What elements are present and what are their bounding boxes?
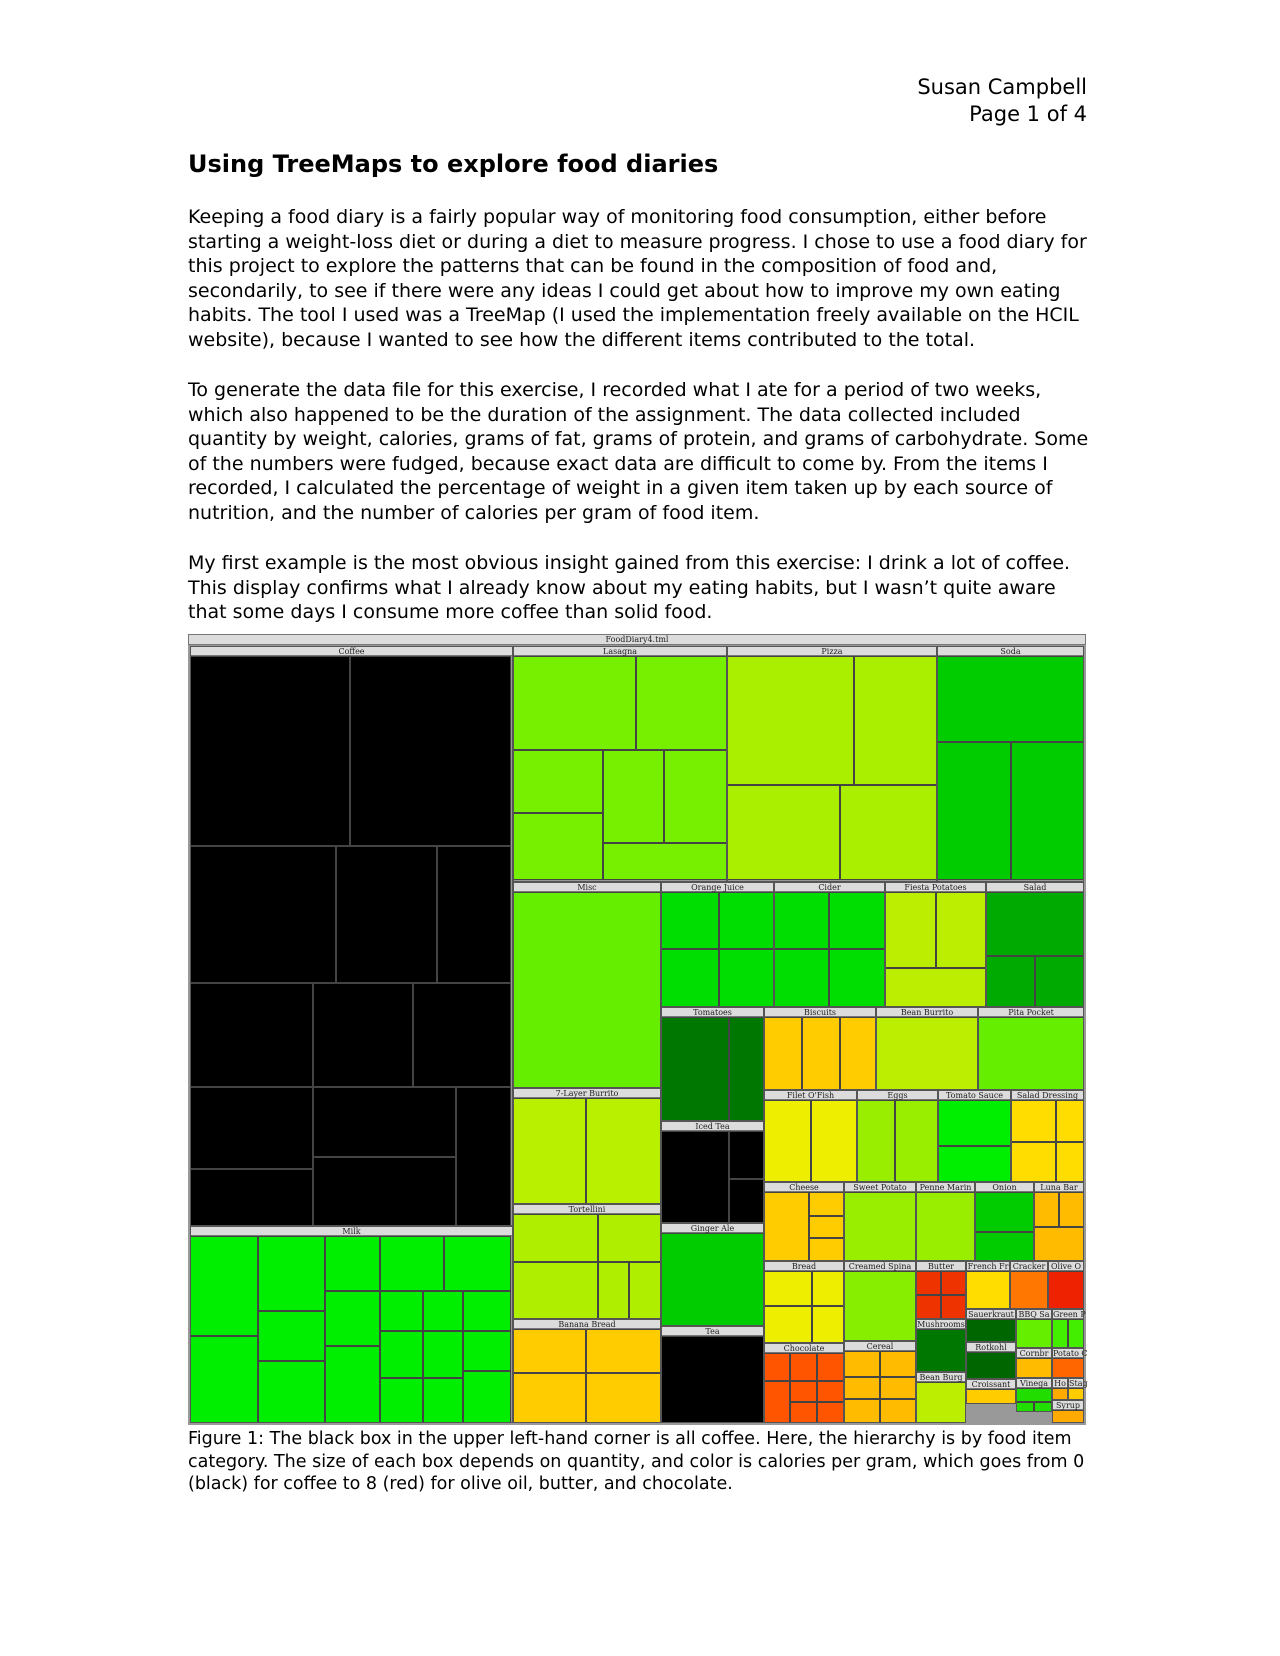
treemap-group-label: Pita Pocket	[978, 1007, 1084, 1017]
treemap-group-eggs[interactable]	[857, 1090, 938, 1182]
treemap-group-label: Lasagna	[513, 646, 727, 656]
treemap-leaf[interactable]	[1052, 1358, 1084, 1378]
treemap-leaf[interactable]	[936, 892, 986, 968]
treemap-group-chocolate[interactable]	[764, 1343, 844, 1423]
treemap-group-label: Tea	[661, 1326, 764, 1336]
treemap-group-label: Stag	[1069, 1379, 1088, 1388]
treemap-leaf[interactable]	[817, 1402, 844, 1423]
treemap-leaf[interactable]	[844, 1351, 880, 1377]
treemap-root-label: FoodDiary4.tml	[188, 634, 1086, 645]
treemap-leaf[interactable]	[629, 1262, 661, 1319]
treemap-group-label: Syrup	[1052, 1400, 1084, 1410]
treemap-leaf[interactable]	[1034, 1192, 1059, 1227]
treemap-leaf[interactable]	[598, 1262, 629, 1319]
author-name: Susan Campbell	[917, 75, 1087, 99]
treemap-leaf[interactable]	[857, 1100, 895, 1182]
treemap-leaf[interactable]	[1011, 1142, 1056, 1182]
treemap-leaf[interactable]	[764, 1017, 802, 1090]
treemap-group-label: Iced Tea	[661, 1121, 764, 1131]
treemap-leaf[interactable]	[916, 1329, 966, 1372]
treemap-group-label: Onion	[975, 1182, 1034, 1192]
treemap-leaf[interactable]	[444, 1236, 511, 1291]
treemap-leaf[interactable]	[258, 1361, 325, 1423]
treemap-group-label: BBQ Sa	[1016, 1309, 1052, 1319]
treemap-leaf[interactable]	[1016, 1402, 1034, 1412]
treemap-leaf[interactable]	[1056, 1142, 1084, 1182]
treemap-leaf[interactable]	[463, 1371, 511, 1423]
treemap-leaf[interactable]	[975, 1232, 1034, 1261]
treemap-group-vinega[interactable]	[1016, 1378, 1052, 1412]
treemap-leaf[interactable]	[844, 1399, 880, 1423]
treemap-leaf[interactable]	[809, 1192, 844, 1216]
treemap-group-label: Green P	[1053, 1310, 1086, 1319]
treemap-leaf[interactable]	[258, 1236, 325, 1311]
treemap-group-label: Ho	[1052, 1378, 1068, 1388]
treemap-leaf[interactable]	[880, 1399, 916, 1423]
treemap-group-label: Coffee	[190, 646, 513, 656]
treemap-group-tea[interactable]	[661, 1326, 764, 1423]
treemap-leaf[interactable]	[817, 1381, 844, 1402]
treemap-leaf[interactable]	[603, 750, 664, 843]
treemap-leaf[interactable]	[380, 1236, 444, 1291]
treemap-leaf[interactable]	[764, 1353, 790, 1381]
treemap-group-label: Filet O'Fish	[764, 1090, 857, 1100]
treemap-leaf[interactable]	[463, 1291, 511, 1331]
treemap-leaf[interactable]	[811, 1100, 857, 1182]
treemap-group-label: Salad	[986, 882, 1084, 892]
treemap-leaf[interactable]	[809, 1216, 844, 1238]
treemap-group-label: Eggs	[857, 1090, 938, 1100]
treemap-leaf[interactable]	[636, 656, 727, 750]
treemap-figure	[188, 634, 1086, 1425]
treemap-leaf[interactable]	[380, 1378, 423, 1423]
treemap-group-label: Salad Dressing	[1011, 1090, 1084, 1100]
treemap-leaf[interactable]	[1011, 742, 1084, 880]
treemap-leaf[interactable]	[764, 1271, 812, 1306]
treemap-group-bbq-sa[interactable]	[1016, 1309, 1052, 1348]
treemap-leaf[interactable]	[350, 656, 511, 846]
treemap-leaf[interactable]	[966, 1352, 1016, 1379]
treemap-leaf[interactable]	[764, 1306, 812, 1343]
treemap-leaf[interactable]	[325, 1236, 380, 1291]
treemap-leaf[interactable]	[764, 1100, 811, 1182]
treemap-group-label: Fiesta Potatoes	[885, 882, 986, 892]
intro-paragraph: Keeping a food diary is a fairly popular way of monitoring food consumption, either before starting a weight-loss diet or during a diet to measure progress. I chose to use a food diary for this project to explore the patterns that can be found in the composition of food and, secondarily, to see if there were any ideas I could get about how to improve my own eating habits. The tool I used was a TreeMap (I used the implementation freely available on the HCIL website), because I wanted to see how the different items contributed to the total.	[188, 206, 1087, 351]
treemap-group-label: Bean Burrito	[876, 1007, 978, 1017]
treemap-group-label: Mushrooms	[917, 1320, 965, 1329]
treemap-leaf[interactable]	[880, 1351, 916, 1377]
treemap-leaf[interactable]	[513, 750, 603, 813]
treemap-group-label: Penne Marin	[916, 1182, 975, 1192]
treemap-group-butter[interactable]	[916, 1261, 966, 1319]
treemap-leaf[interactable]	[1035, 956, 1084, 1007]
treemap-group-label: Orange Juice	[661, 882, 774, 892]
treemap-leaf[interactable]	[727, 656, 854, 785]
treemap-leaf[interactable]	[802, 1017, 840, 1090]
treemap-leaf[interactable]	[313, 1087, 456, 1157]
treemap-leaf[interactable]	[885, 968, 986, 1007]
treemap-leaf[interactable]	[661, 949, 719, 1007]
treemap-leaf[interactable]	[1048, 1271, 1084, 1309]
treemap-leaf[interactable]	[1052, 1410, 1084, 1423]
page-number: Page 1 of 4	[969, 102, 1087, 126]
treemap-leaf[interactable]	[513, 656, 636, 750]
treemap-leaf[interactable]	[325, 1346, 380, 1423]
treemap-leaf[interactable]	[844, 1377, 880, 1399]
treemap-leaf[interactable]	[1011, 1100, 1056, 1142]
treemap-leaf[interactable]	[774, 892, 829, 949]
treemap-leaf[interactable]	[313, 983, 413, 1087]
treemap-group-cider[interactable]	[774, 882, 885, 1007]
treemap-leaf[interactable]	[190, 1336, 258, 1423]
treemap-leaf[interactable]	[1034, 1227, 1084, 1261]
treemap-leaf[interactable]	[809, 1238, 844, 1261]
treemap-group-lasagna[interactable]	[513, 646, 727, 882]
treemap-group-label: Cheese	[764, 1182, 844, 1192]
treemap-group-label: French Fr	[967, 1262, 1009, 1271]
treemap-group-tomatoes[interactable]	[661, 1007, 764, 1121]
treemap-group-label: Tomato Sauce	[938, 1090, 1011, 1100]
treemap-group-label: Rotkohl	[966, 1342, 1016, 1352]
treemap-leaf[interactable]	[586, 1098, 661, 1204]
treemap-group-green-p[interactable]	[1052, 1309, 1084, 1348]
treemap-leaf[interactable]	[880, 1377, 916, 1399]
treemap-group-penne-marin[interactable]	[916, 1182, 975, 1261]
treemap-group-label: Sauerkraut	[966, 1309, 1016, 1319]
treemap-leaf[interactable]	[764, 1381, 790, 1423]
treemap-group-mushrooms[interactable]	[916, 1319, 966, 1372]
treemap-leaf[interactable]	[829, 949, 885, 1007]
treemap-leaf[interactable]	[764, 1192, 809, 1261]
treemap-group-cracker[interactable]	[1010, 1261, 1048, 1309]
treemap-group-label: Sweet Potato	[844, 1182, 916, 1192]
treemap-leaf[interactable]	[661, 1233, 764, 1326]
treemap-group-label: 7-Layer Burrito	[513, 1088, 661, 1098]
treemap-leaf[interactable]	[1059, 1192, 1084, 1227]
treemap-group-potato-c[interactable]	[1052, 1348, 1088, 1378]
treemap-leaf[interactable]	[1052, 1319, 1068, 1348]
treemap-leaf[interactable]	[941, 1271, 966, 1295]
method-paragraph: To generate the data file for this exercise, I recorded what I ate for a period of two weeks, which also happened to be the duration of the assignment. The data collected included quantity by weight, calories, grams of fat, grams of protein, and grams of carbohydrate. Some of the numbers were fudged, because exact data are difficult to come by. From the items I recorded, I calculated the percentage of weight in a given item taken up by each source of nutrition, and the number of calories per gram of food item.	[188, 379, 1089, 524]
treemap-group-label: Potato C	[1053, 1349, 1088, 1358]
treemap-leaf[interactable]	[774, 949, 829, 1007]
treemap-group-ho[interactable]	[1052, 1378, 1068, 1400]
treemap-leaf[interactable]	[190, 656, 350, 846]
treemap-group-pizza[interactable]	[727, 646, 937, 882]
treemap-group-label: Cider	[774, 882, 885, 892]
treemap-leaf[interactable]	[190, 846, 336, 983]
treemap-leaf[interactable]	[456, 1087, 511, 1232]
treemap-leaf[interactable]	[790, 1381, 817, 1402]
treemap-leaf[interactable]	[885, 892, 936, 968]
treemap-group-7-layer-burrito[interactable]	[513, 1088, 661, 1204]
treemap-group-sauerkraut[interactable]	[966, 1309, 1016, 1342]
treemap-leaf[interactable]	[975, 1192, 1034, 1232]
treemap-group-label: Creamed Spina	[844, 1261, 916, 1271]
treemap-leaf[interactable]	[916, 1295, 941, 1319]
treemap-leaf[interactable]	[727, 785, 840, 880]
treemap-leaf[interactable]	[513, 1373, 586, 1423]
treemap-group-label: Bean Burg	[916, 1372, 966, 1382]
treemap-group-cheese[interactable]	[764, 1182, 844, 1261]
treemap-group-banana-bread[interactable]	[513, 1319, 661, 1423]
treemap-leaf[interactable]	[817, 1353, 844, 1381]
treemap-leaf[interactable]	[661, 1017, 729, 1121]
treemap-group-luna-bar[interactable]	[1034, 1182, 1084, 1261]
treemap-group-label: Milk	[190, 1226, 513, 1236]
treemap-leaf[interactable]	[603, 843, 727, 880]
treemap-leaf[interactable]	[513, 1329, 586, 1373]
treemap-leaf[interactable]	[1034, 1402, 1052, 1412]
treemap-leaf[interactable]	[513, 1098, 586, 1204]
treemap-leaf[interactable]	[313, 1157, 456, 1232]
treemap-leaf[interactable]	[938, 1100, 1011, 1146]
treemap-group-filet-o-fish[interactable]	[764, 1090, 857, 1182]
treemap-group-label: Ginger Ale	[661, 1223, 764, 1233]
treemap-leaf[interactable]	[844, 1192, 916, 1261]
treemap-group-label: Vinega	[1016, 1378, 1052, 1388]
treemap-leaf[interactable]	[986, 956, 1035, 1007]
treemap-group-milk[interactable]	[190, 1226, 513, 1423]
treemap-leaf[interactable]	[729, 1179, 764, 1223]
treemap-leaf[interactable]	[966, 1389, 1016, 1404]
treemap-leaf[interactable]	[876, 1017, 978, 1090]
treemap-leaf[interactable]	[978, 1017, 1084, 1090]
treemap-leaf[interactable]	[190, 1087, 313, 1169]
treemap-leaf[interactable]	[598, 1214, 661, 1262]
treemap-group-cornbr[interactable]	[1016, 1348, 1052, 1378]
treemap-leaf[interactable]	[1016, 1388, 1052, 1402]
treemap-leaf[interactable]	[1016, 1358, 1052, 1378]
treemap-leaf[interactable]	[719, 949, 774, 1007]
page-header	[917, 74, 1087, 128]
treemap-group-pita-pocket[interactable]	[978, 1007, 1084, 1090]
treemap-leaf[interactable]	[380, 1291, 423, 1331]
treemap-group-rotkohl[interactable]	[966, 1342, 1016, 1379]
treemap-leaf[interactable]	[916, 1192, 975, 1261]
treemap-leaf[interactable]	[513, 1262, 598, 1319]
treemap-group-olive-o[interactable]	[1048, 1261, 1084, 1309]
treemap-leaf[interactable]	[661, 1131, 729, 1223]
treemap-leaf[interactable]	[513, 1214, 598, 1262]
treemap-leaf[interactable]	[916, 1382, 966, 1423]
treemap-leaf[interactable]	[661, 892, 719, 949]
treemap-leaf[interactable]	[423, 1378, 463, 1423]
treemap-group-salad[interactable]	[986, 882, 1084, 1007]
treemap-leaf[interactable]	[1068, 1319, 1084, 1348]
treemap-group-label: Cornbr	[1016, 1348, 1052, 1358]
treemap-group-label: Luna Bar	[1034, 1182, 1084, 1192]
treemap-leaf[interactable]	[840, 785, 937, 880]
treemap-leaf[interactable]	[1056, 1100, 1084, 1142]
treemap-group-label: Croissant	[966, 1379, 1016, 1389]
treemap-leaf[interactable]	[829, 892, 885, 949]
treemap-leaf[interactable]	[325, 1291, 380, 1346]
treemap-group-bread[interactable]	[764, 1261, 844, 1343]
treemap-leaf[interactable]	[1052, 1388, 1068, 1400]
treemap-group-label: Tomatoes	[661, 1007, 764, 1017]
treemap-leaf[interactable]	[513, 892, 661, 1088]
treemap-leaf[interactable]	[854, 656, 937, 785]
treemap-leaf[interactable]	[840, 1017, 876, 1090]
treemap-group-biscuits[interactable]	[764, 1007, 876, 1090]
treemap-leaf[interactable]	[986, 892, 1084, 956]
treemap-group-bean-burg[interactable]	[916, 1372, 966, 1423]
treemap-leaf[interactable]	[463, 1331, 511, 1371]
treemap-leaf[interactable]	[938, 1146, 1011, 1182]
treemap-leaf[interactable]	[937, 656, 1084, 742]
treemap-group-label: Bread	[764, 1261, 844, 1271]
treemap-leaf[interactable]	[916, 1271, 941, 1295]
treemap-group-french-fr[interactable]	[966, 1261, 1010, 1309]
treemap-leaf[interactable]	[661, 1336, 764, 1423]
treemap-group-sweet-potato[interactable]	[844, 1182, 916, 1261]
treemap-group-label: Cereal	[844, 1341, 916, 1351]
treemap-leaf[interactable]	[380, 1331, 423, 1378]
treemap-group-stag[interactable]	[1068, 1378, 1088, 1400]
treemap-leaf[interactable]	[812, 1271, 844, 1306]
treemap-leaf[interactable]	[336, 846, 437, 983]
treemap-group-label: Cracker	[1010, 1261, 1048, 1271]
treemap-leaf[interactable]	[966, 1319, 1016, 1342]
treemap-leaf[interactable]	[413, 983, 511, 1087]
treemap-group-label: Tortellini	[513, 1204, 661, 1214]
treemap-leaf[interactable]	[966, 1271, 1010, 1309]
treemap-group-label: Banana Bread	[513, 1319, 661, 1329]
treemap-leaf[interactable]	[790, 1402, 817, 1423]
treemap-leaf[interactable]	[1068, 1388, 1084, 1400]
treemap-group-ginger-ale[interactable]	[661, 1223, 764, 1326]
treemap-group-label: Chocolate	[764, 1343, 844, 1353]
treemap-group-croissant[interactable]	[966, 1379, 1016, 1404]
treemap-leaf[interactable]	[423, 1331, 463, 1378]
treemap-leaf[interactable]	[586, 1329, 661, 1373]
treemap-group-label: Soda	[937, 646, 1084, 656]
treemap-leaf[interactable]	[1016, 1319, 1052, 1348]
treemap-group-fiesta-potatoes[interactable]	[885, 882, 986, 1007]
treemap-group-creamed-spina[interactable]	[844, 1261, 916, 1341]
treemap-group-label: Misc	[513, 882, 661, 892]
treemap-group-salad-dressing[interactable]	[1011, 1090, 1084, 1182]
treemap-leaf[interactable]	[729, 1017, 764, 1121]
treemap-leaf[interactable]	[937, 742, 1011, 880]
treemap-leaf[interactable]	[586, 1373, 661, 1423]
treemap-leaf[interactable]	[790, 1353, 817, 1381]
treemap-leaf[interactable]	[844, 1271, 916, 1341]
treemap-leaf[interactable]	[941, 1295, 966, 1319]
treemap-group-onion[interactable]	[975, 1182, 1034, 1261]
treemap-leaf[interactable]	[812, 1306, 844, 1343]
figure-caption: Figure 1: The black box in the upper left-hand corner is all coffee. Here, the hierarchy is by food item category. The size of each box depends on quantity, and color is calories per gram, which goes from 0 (black) for coffee to 8 (red) for olive oil, butter, and chocolate.	[188, 1429, 1085, 1494]
treemap-leaf[interactable]	[190, 1236, 258, 1336]
treemap-leaf[interactable]	[190, 983, 313, 1087]
treemap-group-label: Butter	[916, 1261, 966, 1271]
treemap-leaf[interactable]	[895, 1100, 938, 1182]
treemap-leaf[interactable]	[513, 813, 603, 880]
treemap-group-tomato-sauce[interactable]	[938, 1090, 1011, 1182]
treemap-group-syrup[interactable]	[1052, 1400, 1084, 1423]
treemap-leaf[interactable]	[664, 750, 727, 843]
treemap-group-soda[interactable]	[937, 646, 1084, 882]
treemap-leaf[interactable]	[437, 846, 511, 983]
treemap-group-label: Olive O	[1048, 1261, 1084, 1271]
treemap-leaf[interactable]	[729, 1131, 764, 1179]
treemap-group-cereal[interactable]	[844, 1341, 916, 1423]
treemap-group-iced-tea[interactable]	[661, 1121, 764, 1223]
treemap-group-coffee[interactable]	[190, 646, 513, 1226]
treemap-leaf[interactable]	[719, 892, 774, 949]
treemap-leaf[interactable]	[423, 1291, 463, 1331]
treemap-group-label: Pizza	[727, 646, 937, 656]
treemap-group-misc[interactable]	[513, 882, 661, 1088]
treemap-group-tortellini[interactable]	[513, 1204, 661, 1319]
treemap-leaf[interactable]	[190, 1169, 313, 1232]
document-title: Using TreeMaps to explore food diaries	[188, 150, 719, 178]
example-paragraph: My first example is the most obvious insight gained from this exercise: I drink a lot of coffee. This display confirms what I already know about my eating habits, but I wasn’t quite aware that some days I consume more coffee than solid food.	[188, 552, 1071, 624]
treemap-group-orange-juice[interactable]	[661, 882, 774, 1007]
treemap-group-label: Biscuits	[764, 1007, 876, 1017]
treemap-leaf[interactable]	[258, 1311, 325, 1361]
treemap-leaf[interactable]	[1010, 1271, 1048, 1309]
treemap-group-bean-burrito[interactable]	[876, 1007, 978, 1090]
